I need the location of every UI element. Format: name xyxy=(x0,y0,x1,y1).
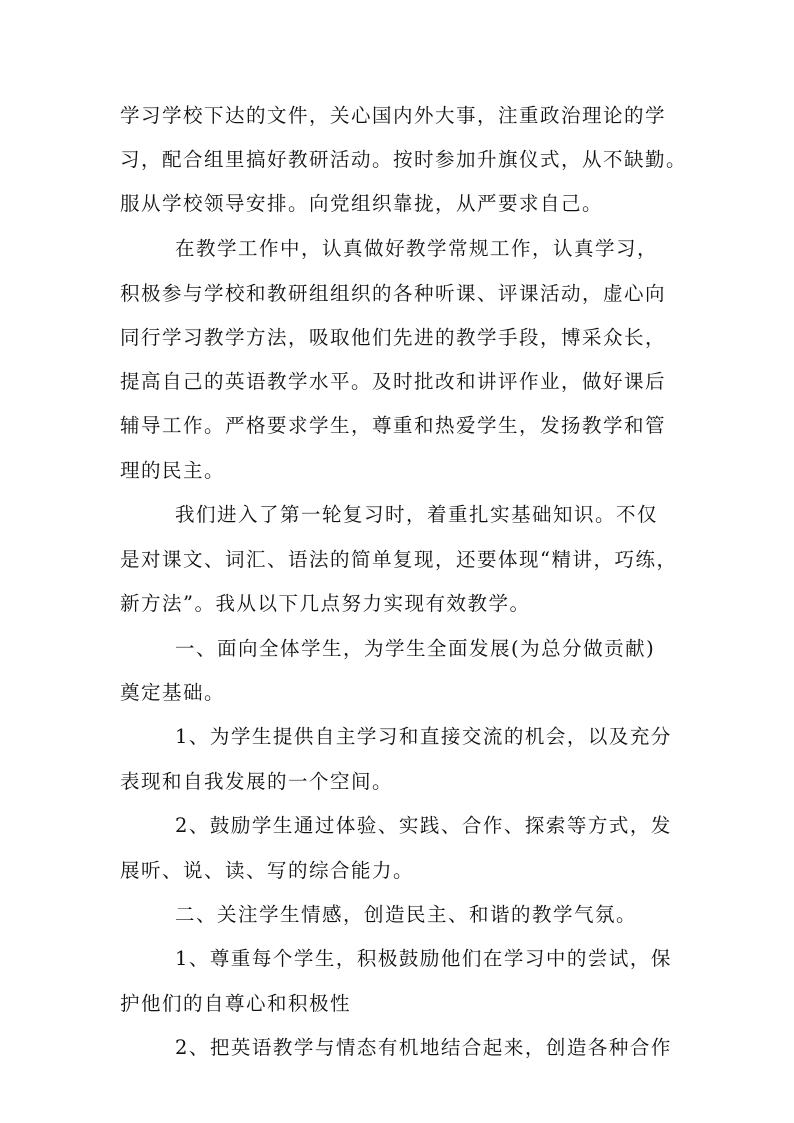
text-line: 习，配合组里搞好教研活动。按时参加升旗仪式，从不缺勤。 xyxy=(120,148,688,171)
text-line: 提高自己的英语教学水平。及时批改和讲评作业，做好课后 xyxy=(120,370,667,393)
text-line: 同行学习教学方法，吸取他们先进的教学手段，博采众长， xyxy=(120,326,667,349)
text-line: 服从学校领导安排。向党组织靠拢，从严要求自己。 xyxy=(120,192,604,215)
text-line: 一、面向全体学生，为学生全面发展(为总分做贡献) xyxy=(175,637,656,660)
text-line: 积极参与学校和教研组组织的各种听课、评课活动，虚心向 xyxy=(120,282,667,305)
text-line: 2、把英语教学与情态有机地结合起来，创造各种合作 xyxy=(175,1036,672,1059)
text-line: 1、尊重每个学生，积极鼓励他们在学习中的尝试，保 xyxy=(175,947,672,970)
text-line: 奠定基础。 xyxy=(120,681,226,704)
text-line: 1、为学生提供自主学习和直接交流的机会，以及充分 xyxy=(175,725,672,748)
text-line: 表现和自我发展的一个空间。 xyxy=(120,770,394,793)
text-line: 在教学工作中，认真做好教学常规工作，认真学习， xyxy=(175,237,659,260)
text-line: 展听、说、读、写的综合能力。 xyxy=(120,859,415,882)
text-line: 2、鼓励学生通过体验、实践、合作、探索等方式，发 xyxy=(175,814,672,837)
text-line: 学习学校下达的文件，关心国内外大事，注重政治理论的学 xyxy=(120,104,667,127)
text-line: 我们进入了第一轮复习时，着重扎实基础知识。不仅 xyxy=(175,503,659,526)
text-line: 二、关注学生情感，创造民主、和谐的教学气氛。 xyxy=(175,903,638,926)
text-line: 理的民主。 xyxy=(120,459,226,482)
text-line: 辅导工作。严格要求学生，尊重和热爱学生，发扬教学和管 xyxy=(120,414,667,437)
text-line: 是对课文、词汇、语法的简单复现，还要体现“精讲，巧练， xyxy=(120,548,678,571)
text-line: 新方法”。我从以下几点努力实现有效教学。 xyxy=(120,592,531,615)
text-line: 护他们的自尊心和积极性 xyxy=(120,992,352,1015)
